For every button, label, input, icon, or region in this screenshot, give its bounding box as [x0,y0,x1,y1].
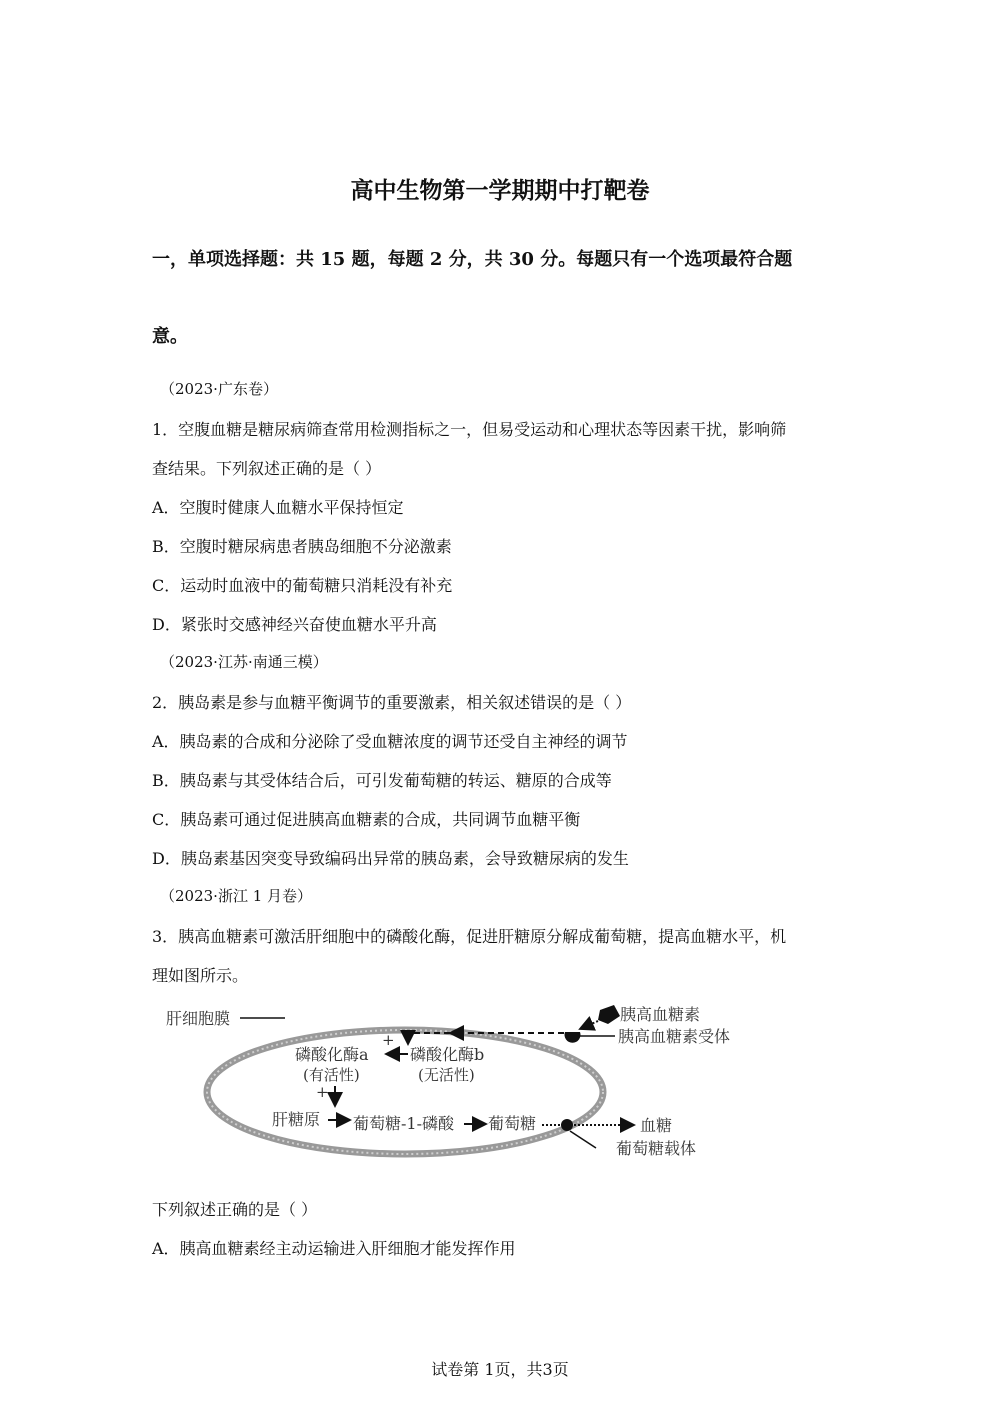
label-blood-sugar: 血糖 [640,1116,673,1135]
q3-option-a: A．胰高血糖素经主动运输进入肝细胞才能发挥作用 [152,1239,516,1258]
label-glucagon: 胰高血糖素 [620,1005,701,1024]
label-glycogen: 肝糖原 [272,1110,321,1129]
q1-source: （2023·广东卷） [160,380,278,398]
label-glucose: 葡萄糖 [488,1114,537,1133]
q2-source: （2023·江苏·南通三模） [160,653,328,671]
label-glucose-carrier: 葡萄糖载体 [616,1139,697,1158]
label-enzyme-b-note: (无活性) [418,1066,475,1084]
liver-cell-diagram [160,996,760,1168]
label-receptor: 胰高血糖素受体 [618,1027,731,1046]
receptor-shape [565,1032,581,1043]
q2-option-d: D．胰岛素基因突变导致编码出异常的胰岛素，会导致糖尿病的发生 [152,849,629,868]
page-title: 高中生物第一学期期中打靶卷 [350,177,650,204]
section-heading-line1: 一，单项选择题：共 15 题，每题 2 分，共 30 分。每题只有一个选项最符合题 [152,249,793,270]
q2-option-a: A．胰岛素的合成和分泌除了受血糖浓度的调节还受自主神经的调节 [152,732,628,751]
glucose-carrier-shape [561,1119,573,1131]
q3-stem-line1: 3．胰高血糖素可激活肝细胞中的磷酸化酶，促进肝糖原分解成葡萄糖，提高血糖水平，机 [152,927,787,946]
label-enzyme-a: 磷酸化酶a [295,1045,369,1064]
q2-option-c: C．胰岛素可通过促进胰高血糖素的合成，共同调节血糖平衡 [152,810,581,829]
q1-stem-line1: 1．空腹血糖是糖尿病筛查常用检测指标之一，但易受运动和心理状态等因素干扰，影响筛 [152,420,787,439]
label-cell-membrane: 肝细胞膜 [166,1009,231,1028]
page-footer: 试卷第 1页，共3页 [431,1360,569,1379]
q3-source: （2023·浙江 1 月卷） [160,887,313,905]
q1-option-c: C．运动时血液中的葡萄糖只消耗没有补充 [152,576,453,595]
label-g1p: 葡萄糖-1-磷酸 [353,1114,454,1133]
q2-stem-line1: 2．胰岛素是参与血糖平衡调节的重要激素，相关叙述错误的是（ ） [152,693,632,712]
plus-sign-1: + [382,1031,395,1049]
q1-option-a: A．空腹时健康人血糖水平保持恒定 [152,498,404,517]
q1-stem-line2: 查结果。下列叙述正确的是（ ） [152,459,382,478]
q1-option-d: D．紧张时交感神经兴奋使血糖水平升高 [152,615,437,634]
plus-sign-2: + [316,1083,329,1101]
section-heading-line2: 意。 [152,326,188,347]
label-enzyme-a-note: (有活性) [303,1066,360,1084]
glucagon-shape [598,1005,620,1024]
q2-option-b: B．胰岛素与其受体结合后，可引发葡萄糖的转运、糖原的合成等 [152,771,612,790]
label-enzyme-b: 磷酸化酶b [410,1045,485,1064]
q3-stem-line2: 理如图所示。 [152,966,249,985]
q1-option-b: B．空腹时糖尿病患者胰岛细胞不分泌激素 [152,537,452,556]
q3-prompt: 下列叙述正确的是（ ） [152,1200,318,1219]
